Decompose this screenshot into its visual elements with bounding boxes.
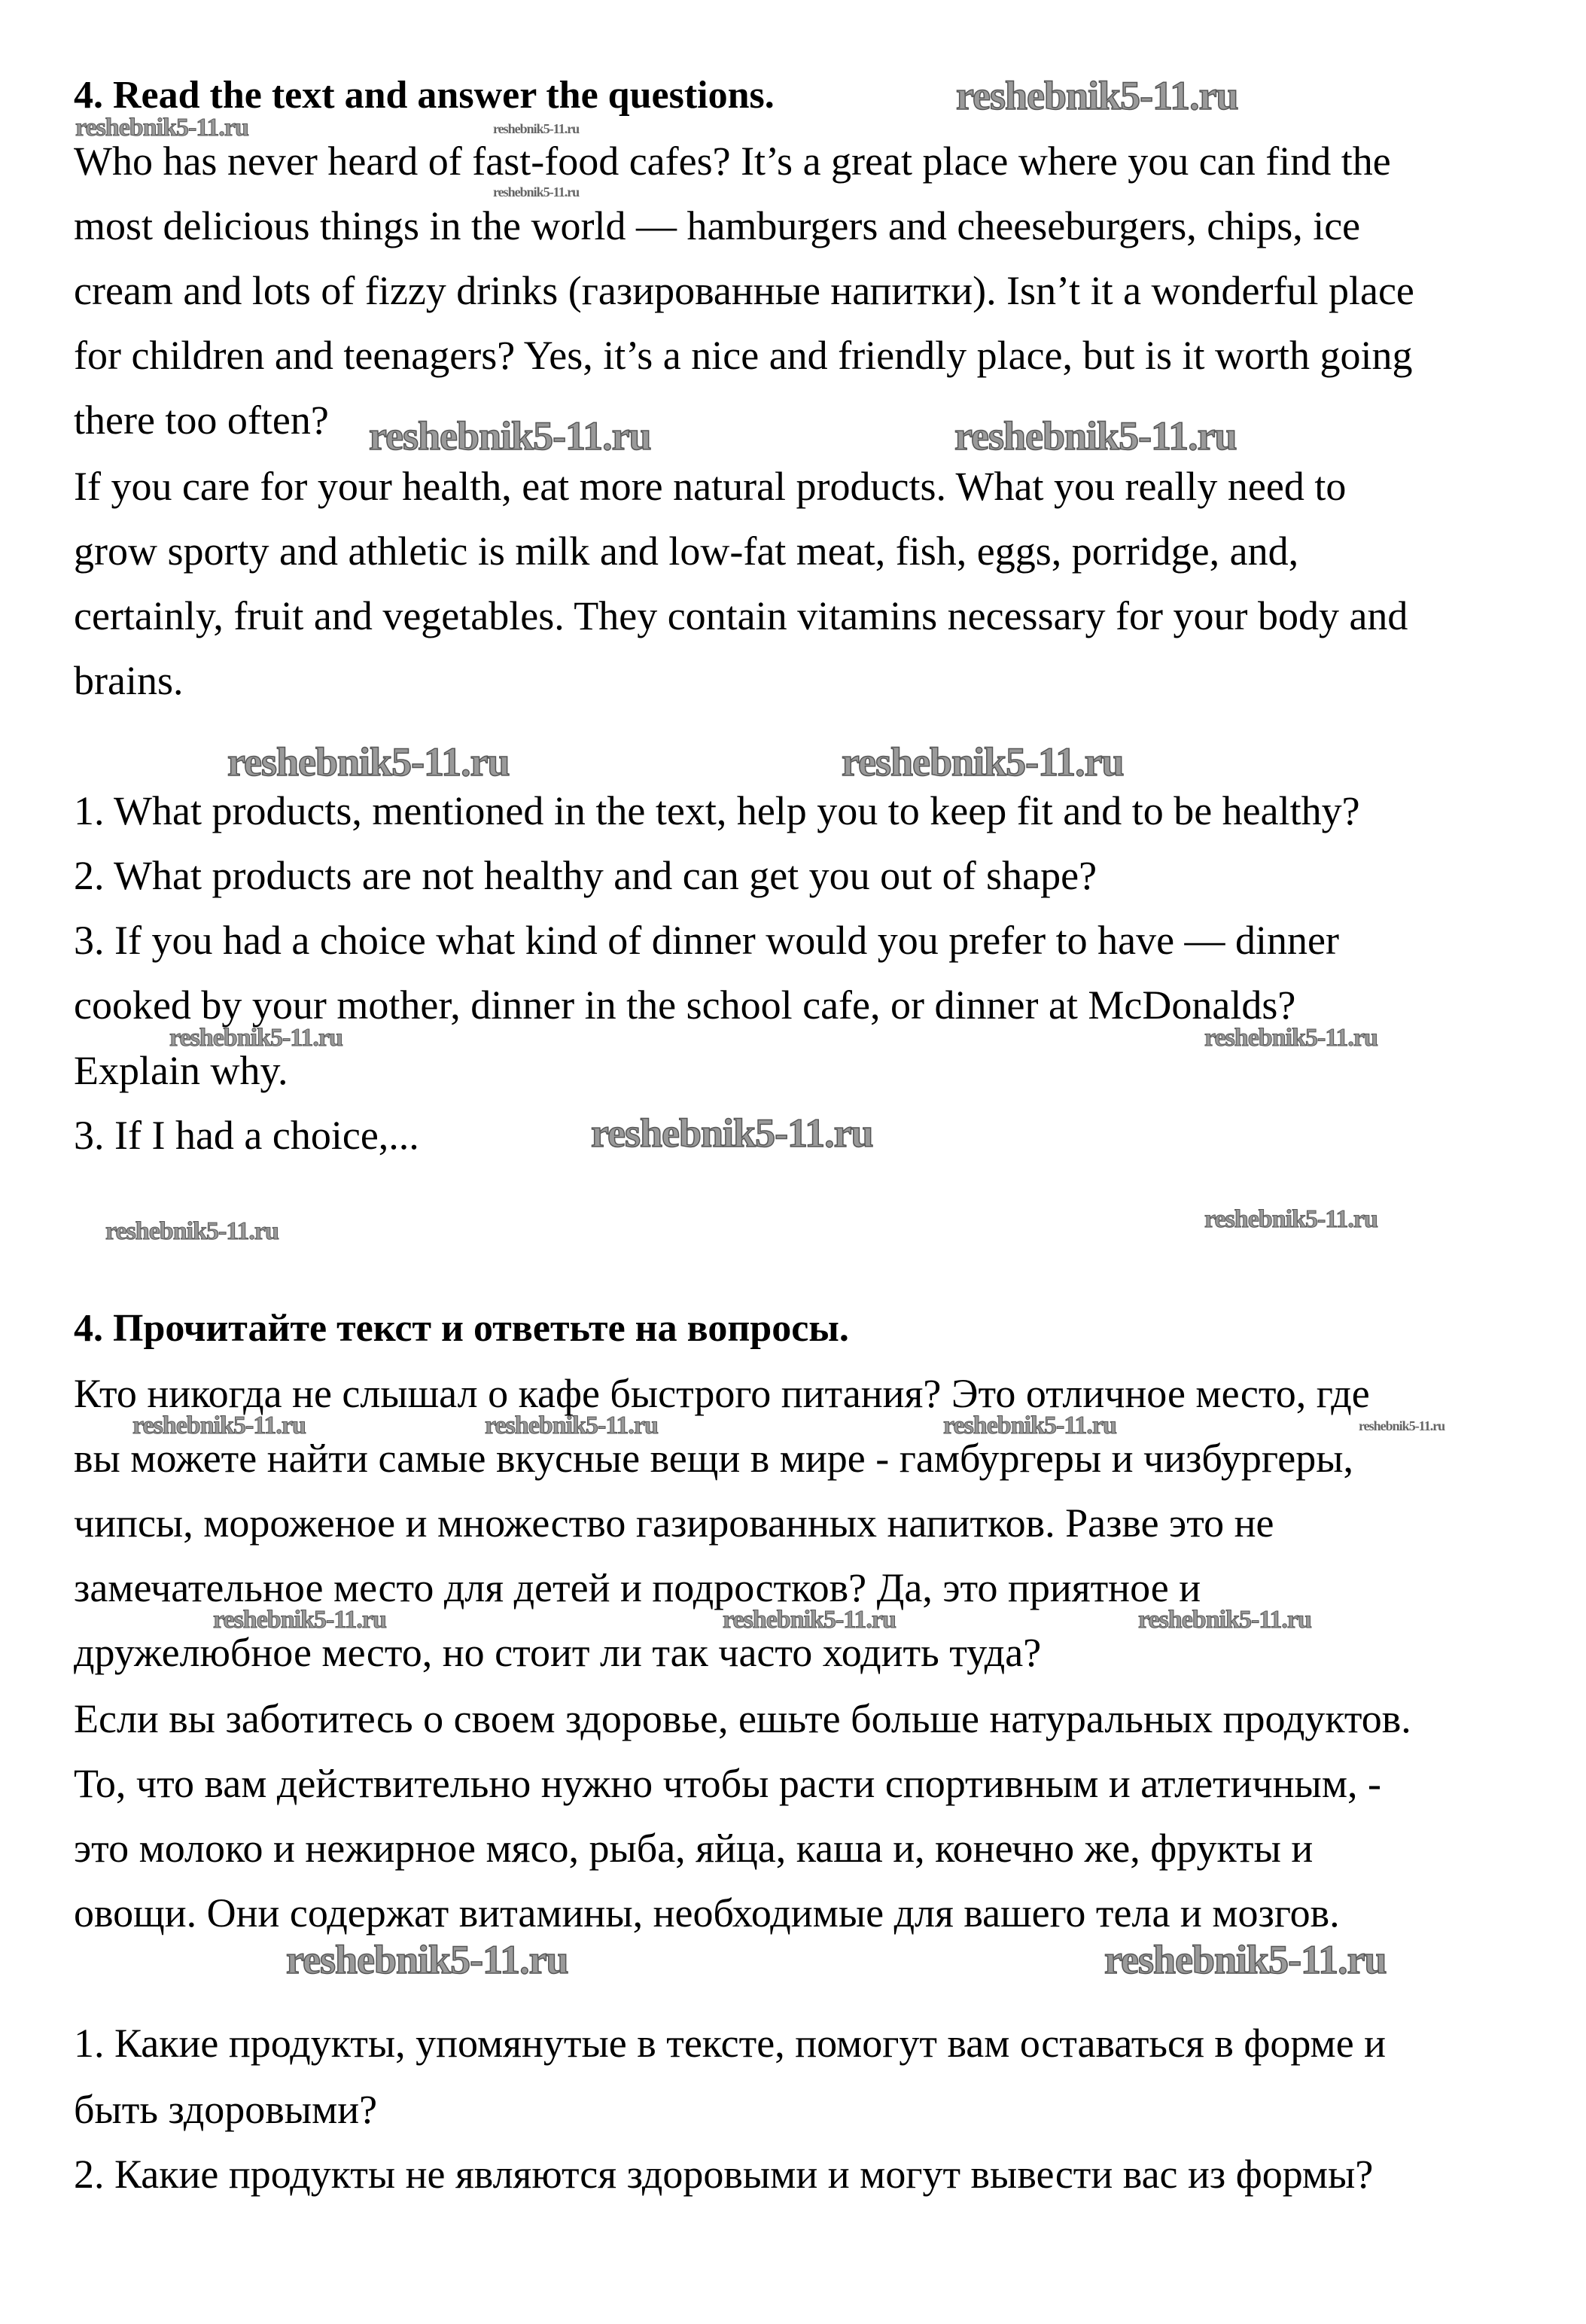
- watermark: reshebnik5-11.ru: [1359, 1418, 1445, 1433]
- watermark: reshebnik5-11.ru: [1204, 1205, 1377, 1233]
- answer-line: 3. If I had a choice,...: [74, 1113, 419, 1158]
- watermark: reshebnik5-11.ru: [169, 1024, 342, 1052]
- watermark: reshebnik5-11.ru: [1138, 1606, 1311, 1634]
- question-line: 1. What products, mentioned in the text, help you to keep fit and to be healthy?: [74, 788, 1360, 833]
- question-line: cooked by your mother, dinner in the school cafe, or dinner at McDonalds?: [74, 982, 1296, 1028]
- watermark: reshebnik5-11.ru: [943, 1412, 1116, 1439]
- watermark: reshebnik5-11.ru: [132, 1412, 306, 1439]
- text-line: most delicious things in the world — hamburgers and cheeseburgers, chips, ice: [74, 203, 1361, 248]
- watermark: reshebnik5-11.ru: [213, 1606, 386, 1634]
- question-line: Explain why.: [74, 1048, 288, 1093]
- text-line: grow sporty and athletic is milk and low-fat meat, fish, eggs, porridge, and,: [74, 528, 1299, 574]
- question-line: 2. What products are not healthy and can get you out of shape?: [74, 853, 1097, 898]
- text-line: Если вы заботитесь о своем здоровье, ешьте больше натуральных продуктов.: [74, 1696, 1411, 1741]
- question-line: быть здоровыми?: [74, 2087, 378, 2132]
- watermark: reshebnik5-11.ru: [493, 184, 580, 200]
- text-line: это молоко и нежирное мясо, рыба, яйца, каша и, конечно же, фрукты и: [74, 1826, 1314, 1871]
- question-line: 3. If you had a choice what kind of dinner would you prefer to have — dinner: [74, 918, 1339, 963]
- text-line: for children and teenagers? Yes, it’s a nice and friendly place, but is it worth going: [74, 333, 1413, 378]
- watermark: reshebnik5-11.ru: [286, 1937, 568, 1982]
- exercise-title-en: 4. Read the text and answer the questions.: [74, 74, 775, 117]
- text-line: Кто никогда не слышал о кафе быстрого питания? Это отличное место, где: [74, 1371, 1370, 1416]
- text-line: То, что вам действительно нужно чтобы расти спортивным и атлетичным, -: [74, 1761, 1381, 1806]
- question-line: 2. Какие продукты не являются здоровыми и могут вывести вас из формы?: [74, 2152, 1374, 2197]
- question-line: 1. Какие продукты, упомянутые в тексте, помогут вам оставаться в форме и: [74, 2021, 1387, 2066]
- watermark: reshebnik5-11.ru: [1104, 1937, 1387, 1982]
- text-line: чипсы, мороженое и множество газированных напитков. Разве это не: [74, 1500, 1274, 1546]
- text-line: замечательное место для детей и подростков? Да, это приятное и: [74, 1565, 1201, 1610]
- text-line: brains.: [74, 658, 184, 703]
- watermark: reshebnik5-11.ru: [1204, 1024, 1377, 1052]
- text-line: cream and lots of fizzy drinks (газированные напитки). Isn’t it a wonderful place: [74, 268, 1414, 313]
- exercise-title-ru: 4. Прочитайте текст и ответьте на вопросы.: [74, 1307, 849, 1350]
- watermark: reshebnik5-11.ru: [954, 413, 1237, 458]
- watermark: reshebnik5-11.ru: [842, 739, 1124, 784]
- watermark: reshebnik5-11.ru: [485, 1412, 658, 1439]
- text-line: овощи. Они содержат витамины, необходимые для вашего тела и мозгов.: [74, 1890, 1340, 1936]
- watermark: reshebnik5-11.ru: [723, 1606, 896, 1634]
- text-line: there too often?: [74, 397, 329, 443]
- text-line: Who has never heard of fast-food cafes? It’s a great place where you can find the: [74, 139, 1391, 184]
- watermark: reshebnik5-11.ru: [591, 1110, 873, 1156]
- text-line: certainly, fruit and vegetables. They contain vitamins necessary for your body and: [74, 593, 1408, 638]
- text-line: If you care for your health, eat more natural products. What you really need to: [74, 464, 1347, 509]
- watermark: reshebnik5-11.ru: [369, 413, 651, 458]
- text-line: вы можете найти самые вкусные вещи в мире - гамбургеры и чизбургеры,: [74, 1436, 1354, 1481]
- text-line: дружелюбное место, но стоит ли так часто ходить туда?: [74, 1630, 1042, 1675]
- watermark: reshebnik5-11.ru: [493, 121, 580, 136]
- watermark: reshebnik5-11.ru: [227, 739, 510, 784]
- watermark: reshebnik5-11.ru: [75, 114, 248, 142]
- watermark: reshebnik5-11.ru: [956, 73, 1238, 118]
- watermark: reshebnik5-11.ru: [105, 1217, 279, 1245]
